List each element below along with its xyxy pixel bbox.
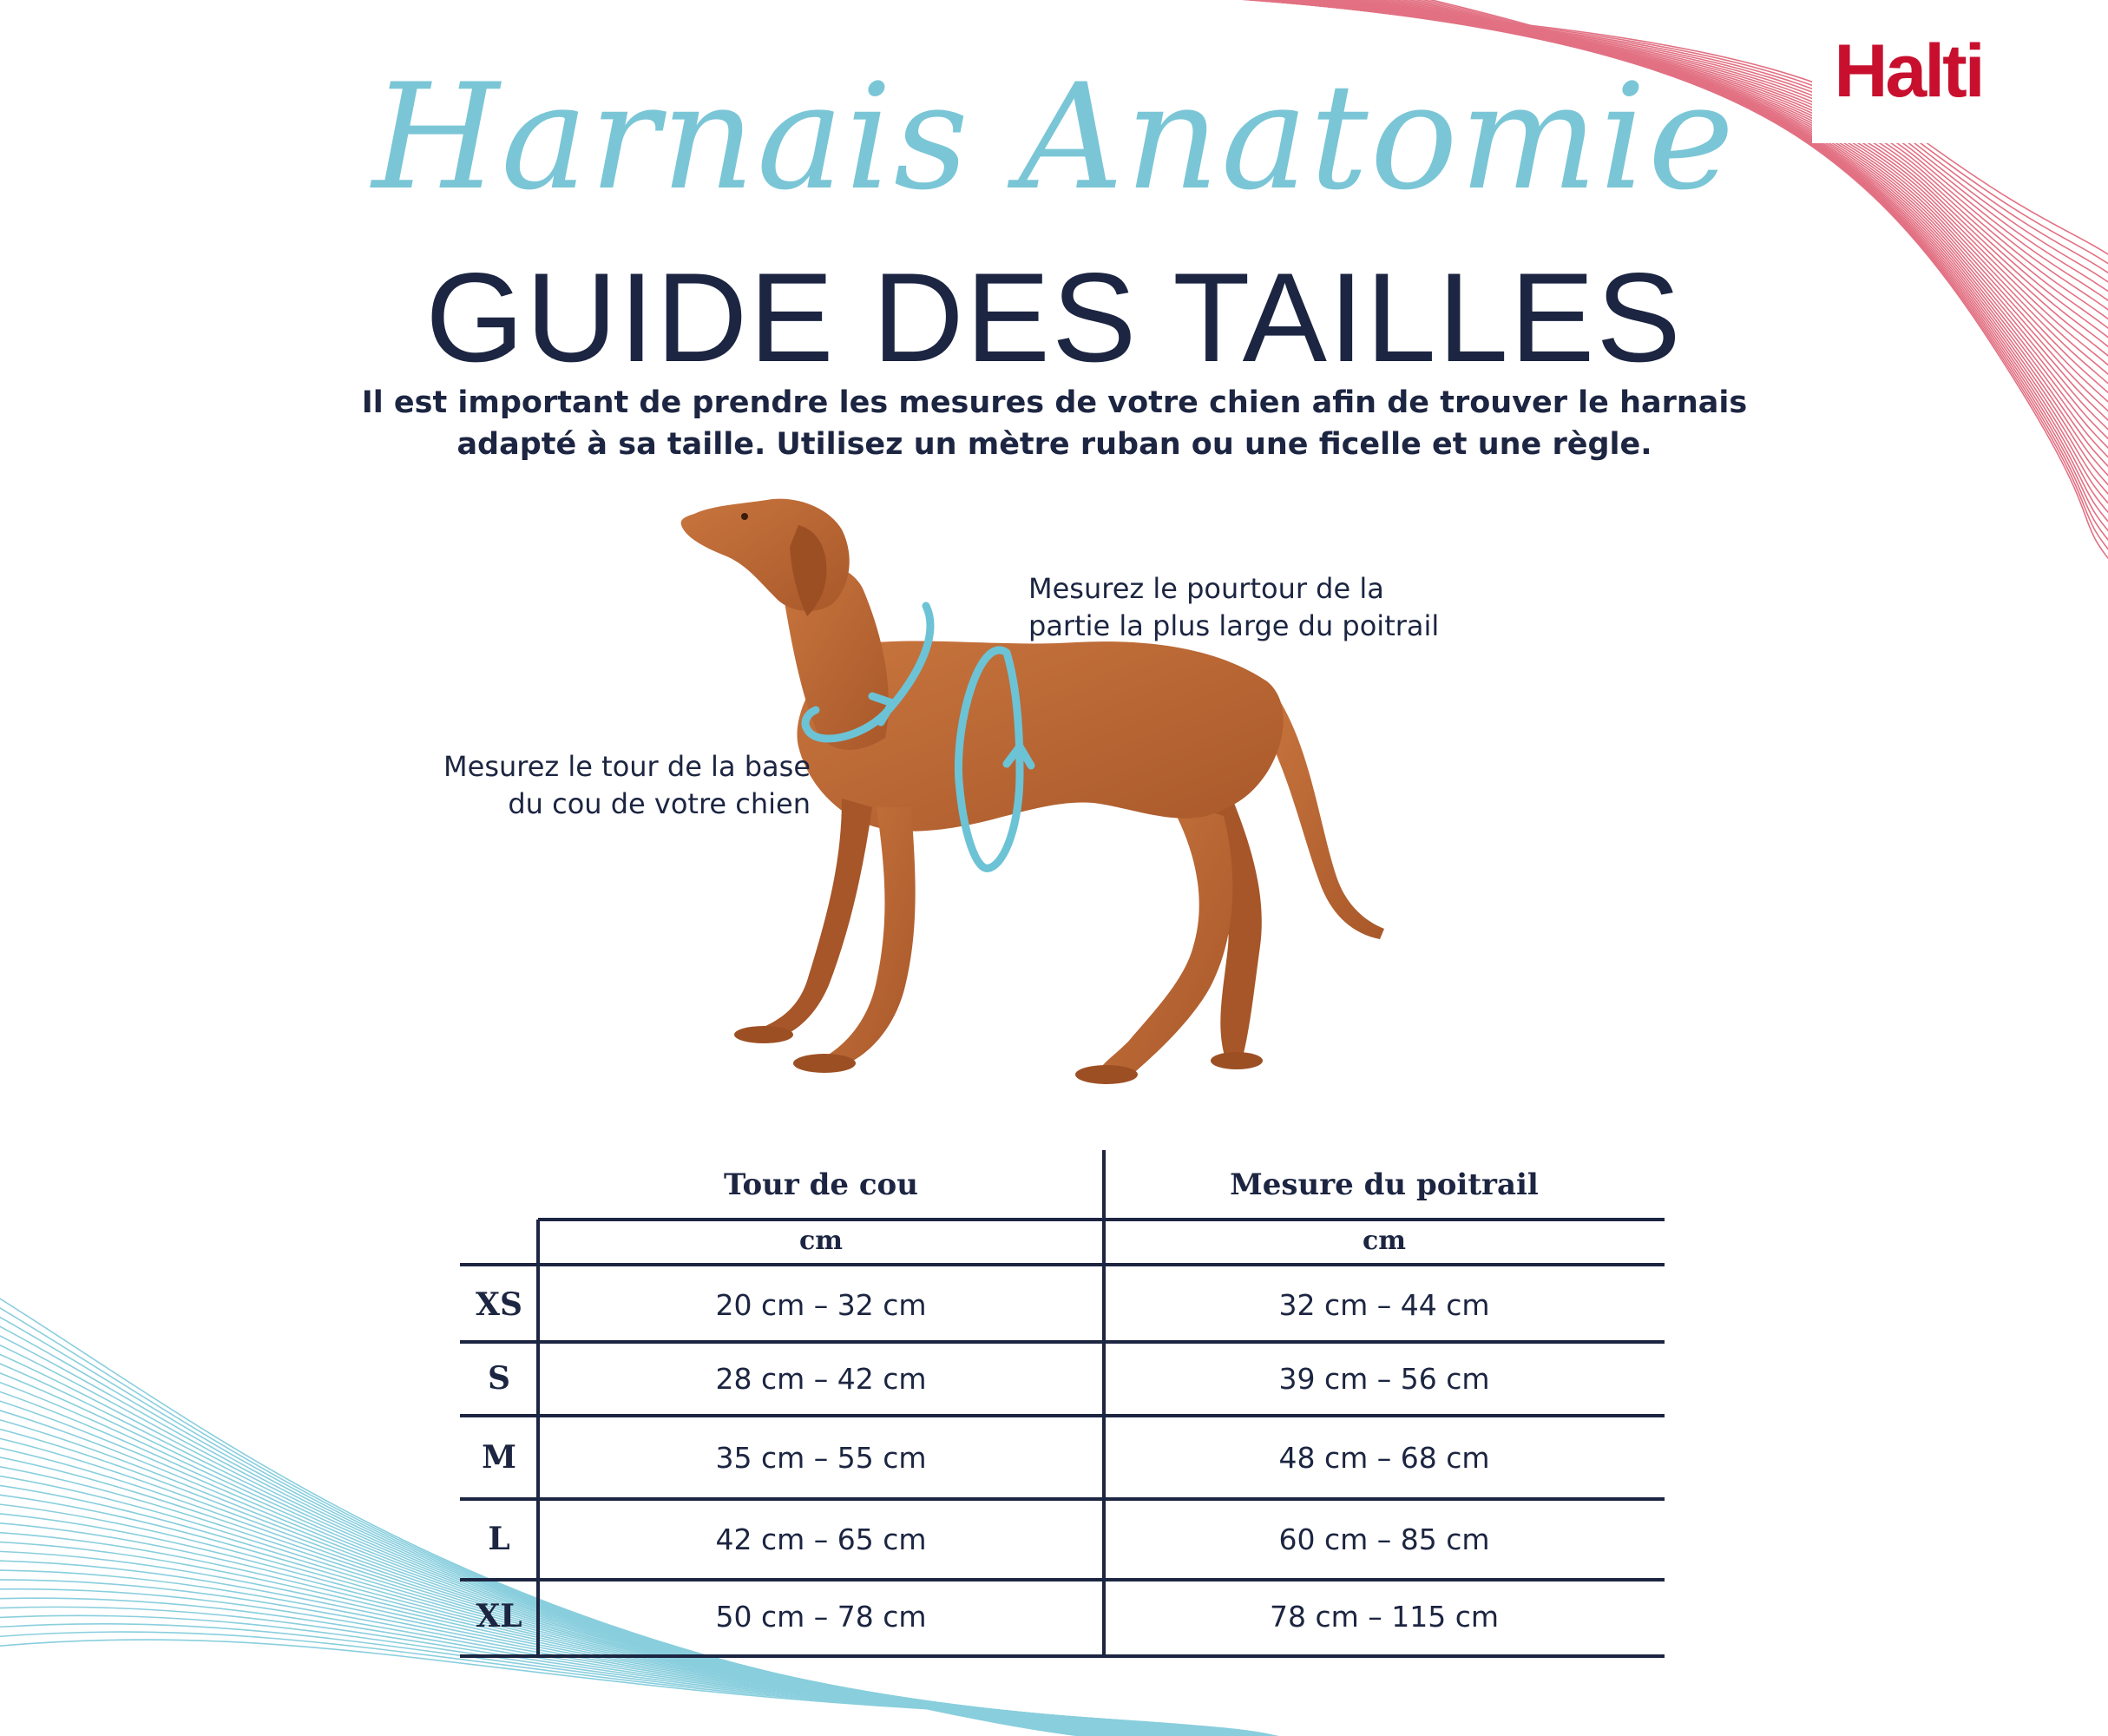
chest-value-s: 39 cm – 56 cm xyxy=(1278,1362,1490,1396)
neck-value-l: 42 cm – 65 cm xyxy=(715,1522,927,1556)
column-unit-chest: cm xyxy=(1362,1226,1406,1256)
neck-value-xs: 20 cm – 32 cm xyxy=(715,1288,927,1322)
intro-line-2: adapté à sa taille. Utilisez un mètre ruban ou une ficelle et une règle. xyxy=(456,427,1652,462)
size-label-xl: XL xyxy=(476,1598,522,1634)
neck-value-s: 28 cm – 42 cm xyxy=(715,1362,927,1396)
size-label-s: S xyxy=(488,1360,510,1397)
chest-value-xl: 78 cm – 115 cm xyxy=(1269,1600,1500,1634)
size-label-xs: XS xyxy=(476,1286,522,1323)
callout-chest-line-1: Mesurez le pourtour de la xyxy=(1028,572,1384,605)
size-label-m: M xyxy=(482,1439,516,1476)
neck-value-xl: 50 cm – 78 cm xyxy=(715,1600,927,1634)
callout-neck-line-2: du cou de votre chien xyxy=(508,787,811,820)
size-label-l: L xyxy=(488,1521,510,1557)
callout-neck-line-1: Mesurez le tour de la base xyxy=(443,750,811,783)
logo-text: Halti xyxy=(1834,30,1983,113)
callout-chest-line-2: partie la plus large du poitrail xyxy=(1028,609,1440,642)
intro-line-1: Il est important de prendre les mesures de votre chien afin de trouver le harnais xyxy=(361,385,1748,420)
chest-value-m: 48 cm – 68 cm xyxy=(1278,1441,1490,1475)
script-title: Harnais Anatomie xyxy=(371,52,1737,222)
page-title: GUIDE DES TAILLES xyxy=(425,247,1683,388)
chest-value-l: 60 cm – 85 cm xyxy=(1278,1522,1490,1556)
column-header-neck: Tour de cou xyxy=(724,1167,918,1202)
chest-value-xs: 32 cm – 44 cm xyxy=(1278,1288,1490,1322)
column-unit-neck: cm xyxy=(798,1226,843,1256)
column-header-chest: Mesure du poitrail xyxy=(1230,1167,1539,1202)
neck-value-m: 35 cm – 55 cm xyxy=(715,1441,927,1475)
